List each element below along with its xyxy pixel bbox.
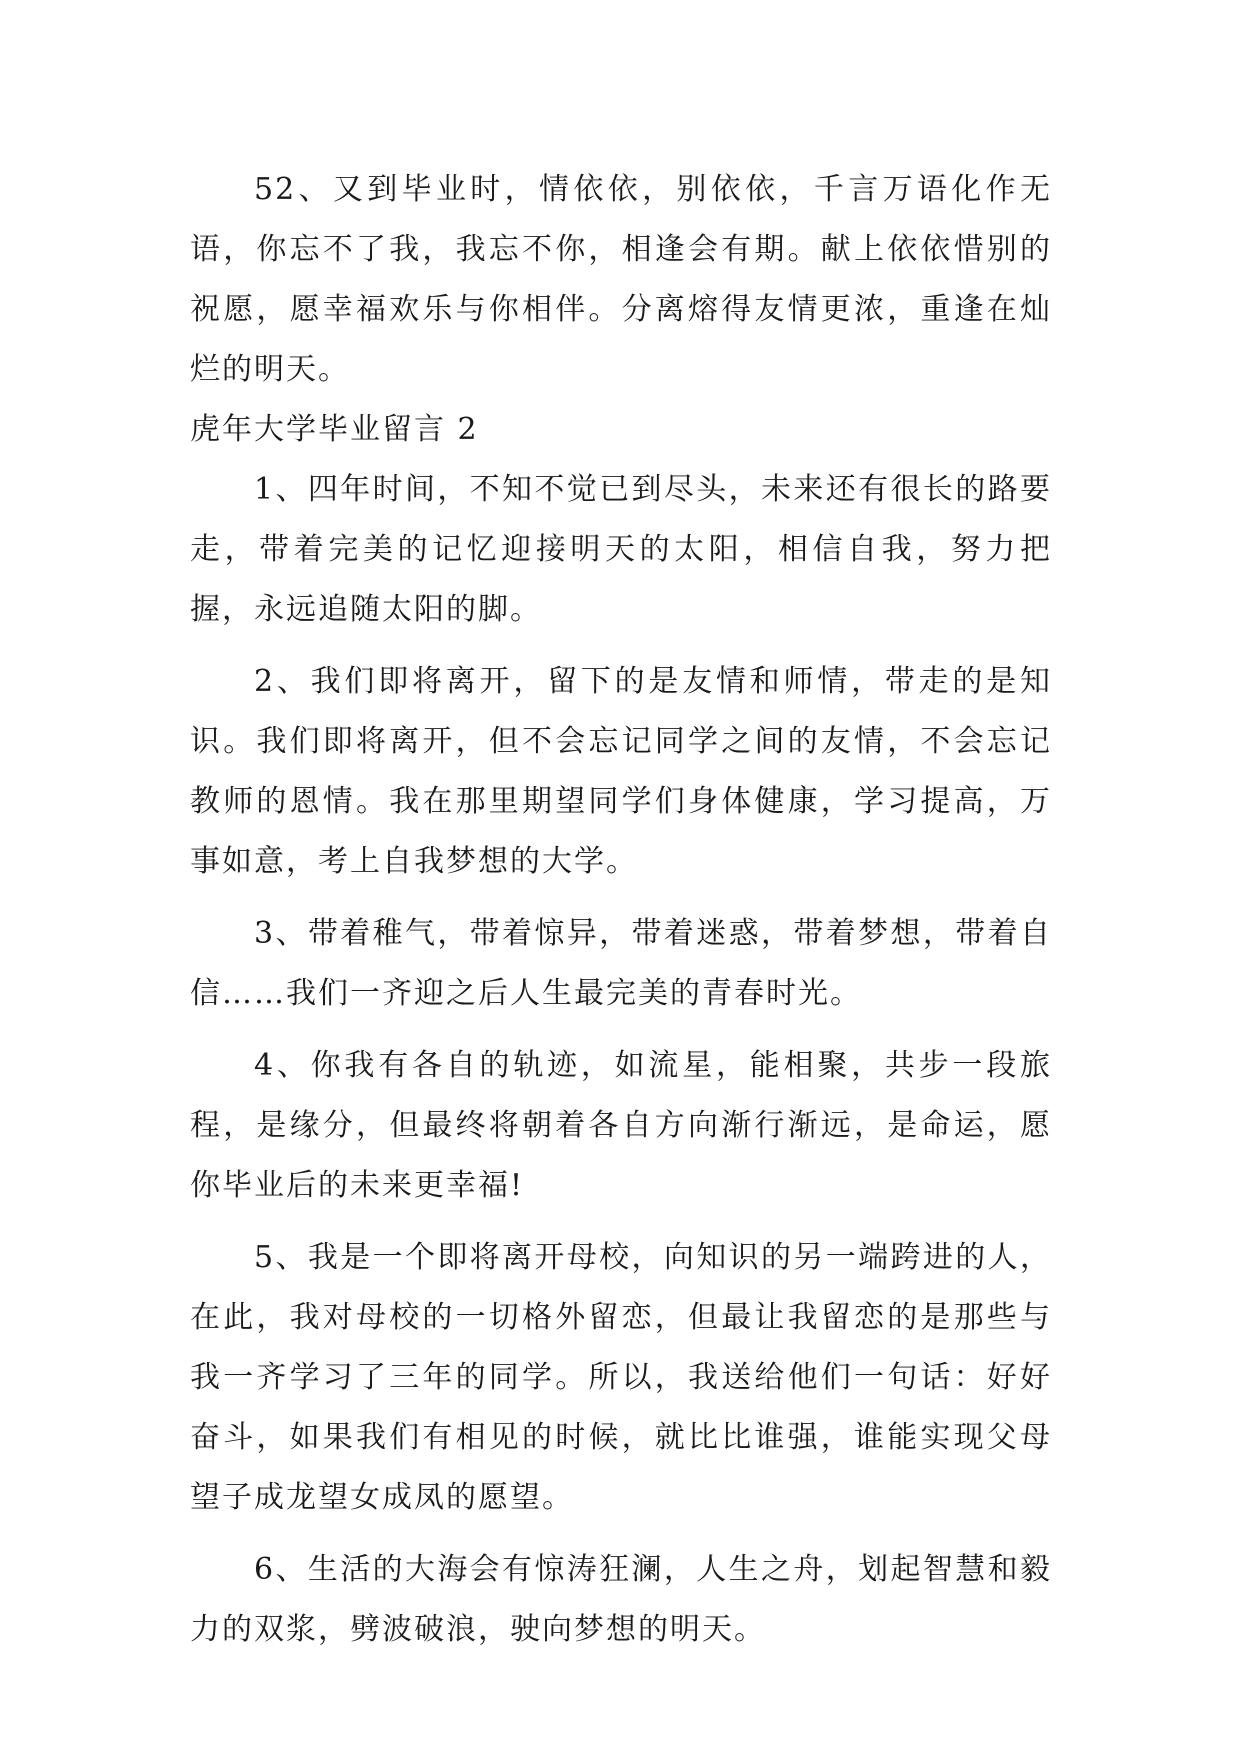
- paragraph-1: 1、四年时间，不知不觉已到尽头，未来还有很长的路要走，带着完美的记忆迎接明天的太阳，相信自我，努力把握，永远追随太阳的脚。: [190, 472, 1052, 627]
- document-page: [190, 160, 1052, 1660]
- paragraph-4: 4、你我有各自的轨迹，如流星，能相聚，共步一段旅程，是缘分，但最终将朝着各自方向渐行渐远，是命运，愿你毕业后的未来更幸福!: [190, 1048, 1052, 1203]
- paragraph-2: 2、我们即将离开，留下的是友情和师情，带走的是知识。我们即将离开，但不会忘记同学之间的友情，不会忘记教师的恩情。我在那里期望同学们身体健康，学习提高，万事如意，考上自我梦想的大学。: [190, 664, 1052, 879]
- paragraph-6: 6、生活的大海会有惊涛狂澜，人生之舟，划起智慧和毅力的双浆，劈波破浪，驶向梦想的明天。: [190, 1552, 1052, 1647]
- section-title: 虎年大学毕业留言 2: [190, 412, 479, 447]
- intro-paragraph: 52、又到毕业时，情依依，别依依，千言万语化作无语，你忘不了我，我忘不你，相逢会有期。献上依依惜别的祝愿，愿幸福欢乐与你相伴。分离熔得友情更浓，重逢在灿烂的明天。: [190, 172, 1052, 387]
- paragraph-3: 3、带着稚气，带着惊异，带着迷惑，带着梦想，带着自信……我们一齐迎之后人生最完美的青春时光。: [190, 916, 1052, 1011]
- paragraph-5: 5、我是一个即将离开母校，向知识的另一端跨进的人，在此，我对母校的一切格外留恋，但最让我留恋的是那些与我一齐学习了三年的同学。所以，我送给他们一句话：好好奋斗，如果我们有相见的时候，就比比谁强，谁能实现父母望子成龙望女成凤的愿望。: [190, 1240, 1052, 1515]
